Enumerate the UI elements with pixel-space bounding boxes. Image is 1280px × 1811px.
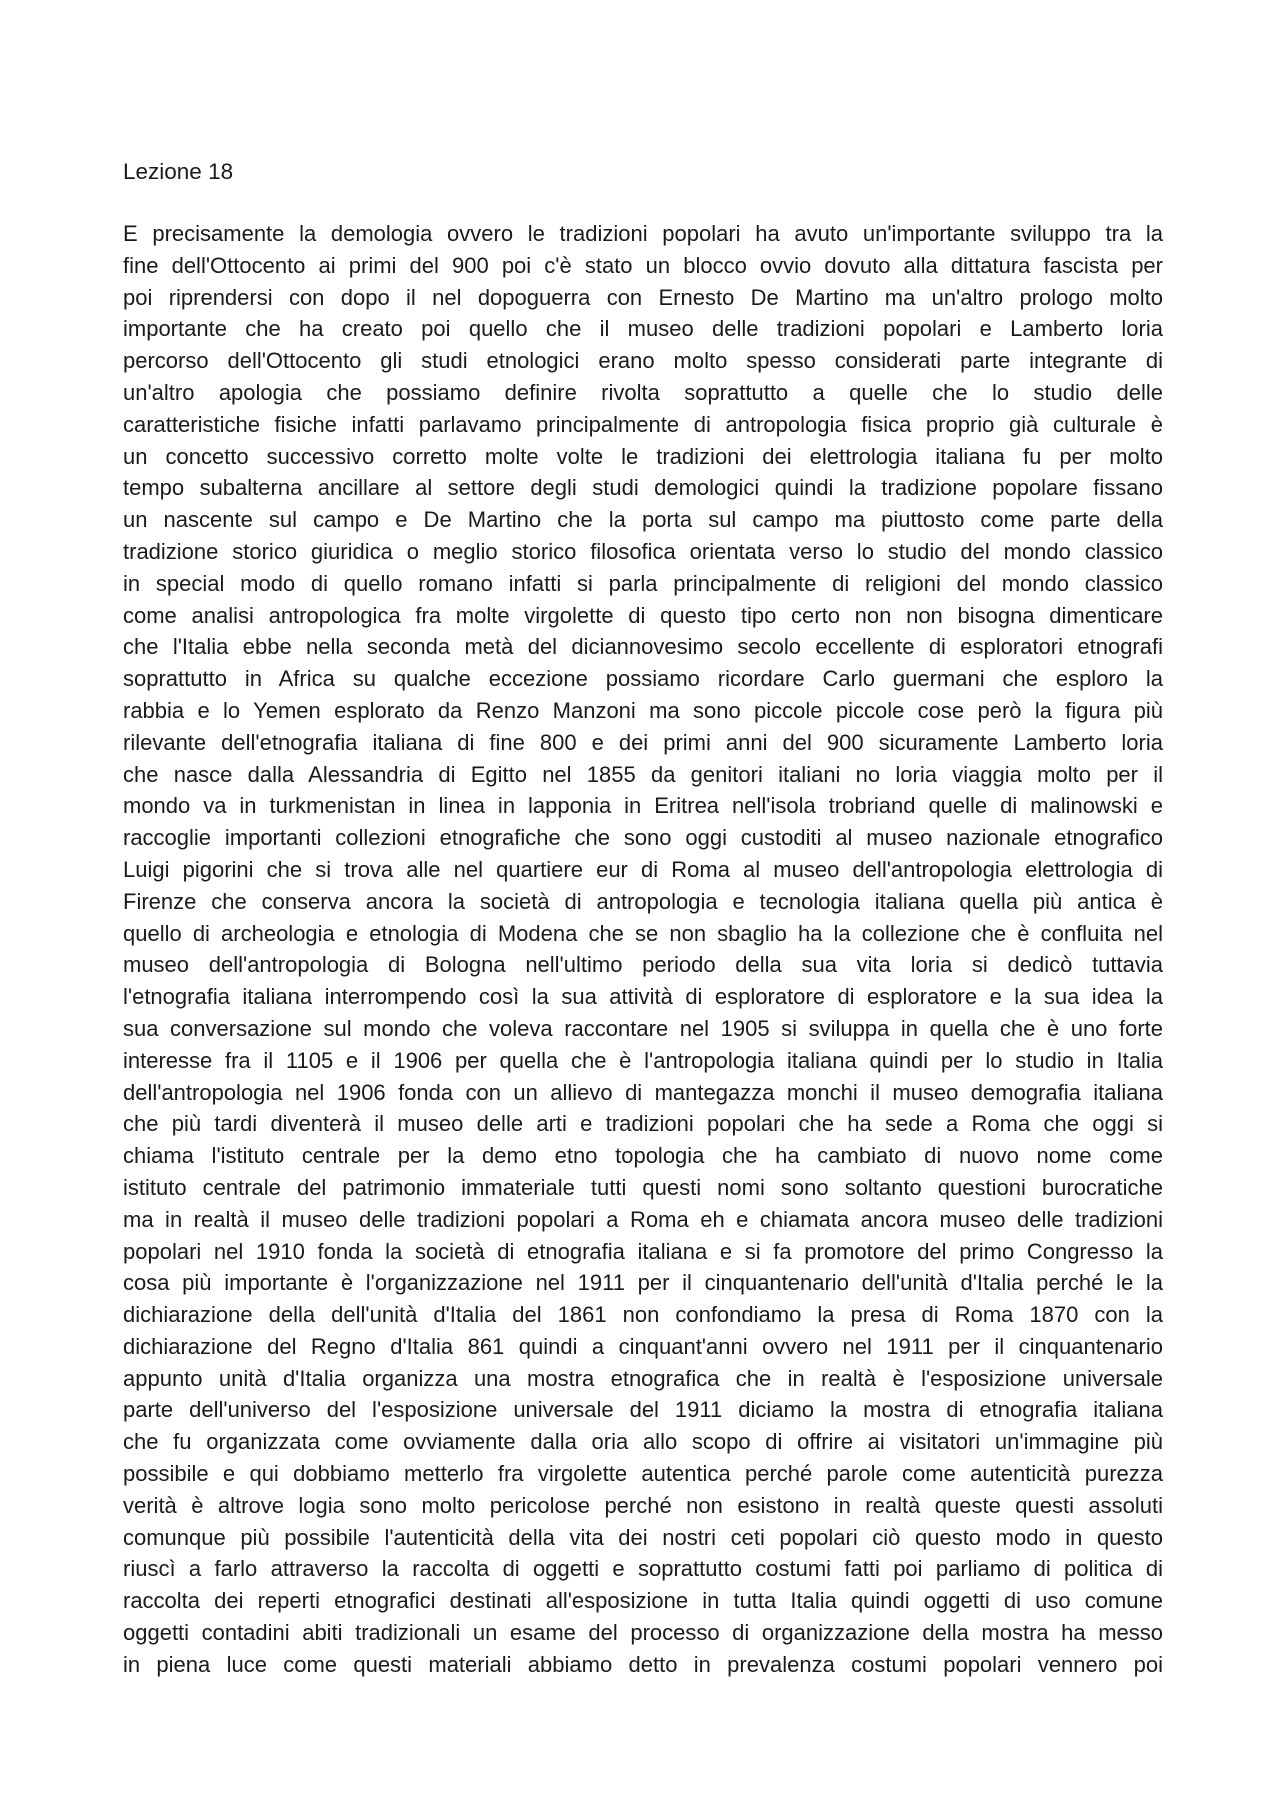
paragraph-line: un concetto successivo corretto molte volte le tradizioni dei elettrologia italiana fu per molto [123,443,1163,469]
paragraph-line: raccoglie importanti collezioni etnografiche che sono oggi custoditi al museo nazionale etnografico [123,825,1163,851]
paragraph-line: rilevante dell'etnografia italiana di fine 800 e dei primi anni del 900 sicuramente Lamberto loria [123,729,1163,755]
paragraph-line: chiama l'istituto centrale per la demo etno topologia che ha cambiato di nuovo nome come [123,1143,1163,1169]
paragraph-line: che nasce dalla Alessandria di Egitto nel 1855 da genitori italiani no loria viaggia molto per il [123,761,1163,787]
paragraph-line: cosa più importante è l'organizzazione nel 1911 per il cinquantenario dell'unità d'Italia perché le la [123,1270,1163,1296]
paragraph-line: percorso dell'Ottocento gli studi etnologici erano molto spesso considerati parte integrante di [123,348,1163,374]
paragraph-line: in special modo di quello romano infatti si parla principalmente di religioni del mondo classico [123,570,1163,596]
paragraph-line: Luigi pigorini che si trova alle nel quartiere eur di Roma al museo dell'antropologia elettrologia di [123,856,1163,882]
paragraph-line: oggetti contadini abiti tradizionali un esame del processo di organizzazione della mostra ha messo [123,1620,1163,1646]
paragraph-line: istituto centrale del patrimonio immateriale tutti questi nomi sono soltanto questioni burocratiche [123,1174,1163,1200]
paragraph-line: un nascente sul campo e De Martino che la porta sul campo ma piuttosto come parte della [123,507,1163,533]
lesson-heading: Lezione 18 [123,159,234,184]
paragraph-line: che l'Italia ebbe nella seconda metà del diciannovesimo secolo eccellente di esploratori etnografi [123,634,1163,660]
paragraph-line: verità è altrove logia sono molto pericolose perché non esistono in realtà queste questi assoluti [123,1492,1163,1518]
paragraph-line: Firenze che conserva ancora la società di antropologia e tecnologia italiana quella più antica è [123,888,1163,914]
paragraph-line: mondo va in turkmenistan in linea in lapponia in Eritrea nell'isola trobriand quelle di malinowski e [123,793,1163,819]
paragraph-line: come analisi antropologica fra molte virgolette di questo tipo certo non non bisogna dimenticare [123,602,1163,628]
paragraph-line: che fu organizzata come ovviamente dalla oria allo scopo di offrire ai visitatori un'immagine più [123,1429,1163,1455]
paragraph-line: un'altro apologia che possiamo definire rivolta soprattutto a quelle che lo studio delle [123,379,1163,405]
paragraph-line: dichiarazione del Regno d'Italia 861 quindi a cinquant'anni ovvero nel 1911 per il cinquantenario [123,1333,1163,1359]
lesson-body-paragraph [123,218,1163,1681]
paragraph-line: popolari nel 1910 fonda la società di etnografia italiana e si fa promotore del primo Congresso la [123,1238,1163,1264]
paragraph-line: possibile e qui dobbiamo metterlo fra virgolette autentica perché parole come autenticità purezza [123,1461,1163,1487]
paragraph-line: dichiarazione della dell'unità d'Italia del 1861 non confondiamo la presa di Roma 1870 con la [123,1302,1163,1328]
paragraph-line: comunque più possibile l'autenticità della vita dei nostri ceti popolari ciò questo modo in questo [123,1524,1163,1550]
paragraph-line: ma in realtà il museo delle tradizioni popolari a Roma eh e chiamata ancora museo delle tradizioni [123,1206,1163,1232]
paragraph-line: tempo subalterna ancillare al settore degli studi demologici quindi la tradizione popolare fissano [123,475,1163,501]
paragraph-line: importante che ha creato poi quello che il museo delle tradizioni popolari e Lamberto loria [123,316,1163,342]
paragraph-line: dell'antropologia nel 1906 fonda con un allievo di mantegazza monchi il museo demografia italiana [123,1079,1163,1105]
paragraph-line: soprattutto in Africa su qualche eccezione possiamo ricordare Carlo guermani che esploro la [123,666,1163,692]
paragraph-line: parte dell'universo del l'esposizione universale del 1911 diciamo la mostra di etnografia italiana [123,1397,1163,1423]
paragraph-line: l'etnografia italiana interrompendo così la sua attività di esploratore di esploratore e la sua idea la [123,984,1163,1010]
paragraph-line: quello di archeologia e etnologia di Modena che se non sbaglio ha la collezione che è confluita nel [123,920,1163,946]
paragraph-line: tradizione storico giuridica o meglio storico filosofica orientata verso lo studio del mondo classico [123,538,1163,564]
paragraph-line: caratteristiche fisiche infatti parlavamo principalmente di antropologia fisica proprio già culturale è [123,411,1163,437]
paragraph-line: E precisamente la demologia ovvero le tradizioni popolari ha avuto un'importante sviluppo tra la [123,221,1163,246]
paragraph-line: fine dell'Ottocento ai primi del 900 poi c'è stato un blocco ovvio dovuto alla dittatura fascista per [123,252,1163,278]
paragraph-line: in piena luce come questi materiali abbiamo detto in prevalenza costumi popolari vennero poi [123,1651,1163,1677]
paragraph-line: raccolta dei reperti etnografici destinati all'esposizione in tutta Italia quindi oggetti di uso comune [123,1588,1163,1614]
paragraph-line: poi riprendersi con dopo il nel dopoguerra con Ernesto De Martino ma un'altro prologo molto [123,284,1163,310]
paragraph-line: museo dell'antropologia di Bologna nell'ultimo periodo della sua vita loria si dedicò tuttavia [123,952,1163,978]
paragraph-line: che più tardi diventerà il museo delle arti e tradizioni popolari che ha sede a Roma che oggi si [123,1111,1163,1137]
paragraph-line: appunto unità d'Italia organizza una mostra etnografica che in realtà è l'esposizione universale [123,1365,1163,1391]
paragraph-line: riuscì a farlo attraverso la raccolta di oggetti e soprattutto costumi fatti poi parliamo di politica di [123,1556,1163,1582]
paragraph-line: rabbia e lo Yemen esplorato da Renzo Manzoni ma sono piccole piccole cose però la figura più [123,697,1163,723]
paragraph-line: interesse fra il 1105 e il 1906 per quella che è l'antropologia italiana quindi per lo studio in Italia [123,1047,1163,1073]
paragraph-line: sua conversazione sul mondo che voleva raccontare nel 1905 si sviluppa in quella che è uno forte [123,1015,1163,1041]
